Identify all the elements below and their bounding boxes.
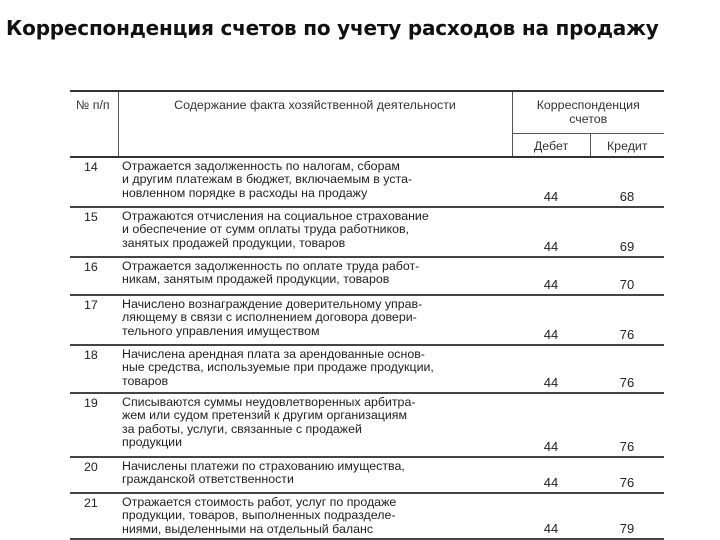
row-debit: 44 [543,189,559,204]
row-debit: 44 [543,277,559,292]
table-header [70,91,664,157]
row-description [118,157,512,207]
row-debit: 44 [543,439,559,454]
row-credit: 69 [619,239,635,254]
row-credit: 76 [619,475,635,490]
row-credit: 70 [619,277,635,292]
row-credit: 76 [619,439,635,454]
correspondence-table-container [70,90,664,540]
row-description-line: гражданской ответственности [122,472,294,487]
page-title: Корреспонденция счетов по учету расходов на продажу [6,16,659,40]
row-description-line: никам, занятым продажей продукции, товаров [122,272,390,287]
row-description-line: тельного управления имуществом [122,323,320,338]
row-description-line: занятых продажей продукции, товаров [122,235,346,250]
row-description-line: новленном порядке в расходы на продажу [122,185,368,200]
table-row [70,295,664,345]
row-number: 21 [84,496,98,510]
table-row [70,157,664,207]
table-row [70,257,664,295]
row-description-line: Начислено вознаграждение доверительному управ- [122,297,423,311]
table-row [70,345,664,393]
row-number: 17 [84,298,98,312]
table-row [70,457,664,493]
row-debit: 44 [543,475,559,490]
header-credit: Кредит [606,138,648,153]
row-number: 15 [84,210,98,224]
row-description-line: продукции, товаров, выполненных подразделе- [122,508,396,523]
row-number: 20 [84,460,98,474]
row-number: 19 [84,396,98,410]
row-description-line: и обеспечение от сумм оплаты труда работников, [122,222,410,237]
row-debit: 44 [543,375,559,390]
row-description-line: и другим платежам в бюджет, включаемым в уста- [122,172,413,187]
row-description [118,257,512,295]
row-description [118,493,512,539]
row-description-line: Начислена арендная плата за арендованные основ- [122,347,425,361]
row-description-line: за работы, услуги, связанные с продажей [122,421,362,436]
header-debit: Дебет [512,133,590,157]
row-description [118,207,512,257]
row-credit: 68 [619,189,635,204]
row-description-line: жем или судом претензий к другим организациям [122,408,407,423]
row-description-line: Отражается задолженность по оплате труда работ- [122,259,420,273]
row-description [118,345,512,393]
header-row-top [70,91,664,133]
row-description-line: ные средства, используемые при продаже продукции, [122,360,434,375]
row-number: 18 [84,348,98,362]
row-description-line: товаров [122,373,169,388]
header-correspondence-line: счетов [569,112,608,126]
row-debit: 44 [543,239,559,254]
row-description-line: ляющему в связи с исполнением договора довери- [122,310,417,325]
table-body [70,157,664,539]
row-description [118,295,512,345]
row-number: 16 [84,260,98,274]
row-description-line: продукции [122,435,183,450]
row-description-line: Отражается задолженность по налогам, сборам [122,159,400,173]
table-row [70,493,664,539]
header-correspondence [512,91,664,133]
row-description-line: Начислены платежи по страхованию имущества, [122,459,405,473]
row-credit: 76 [619,327,635,342]
row-debit: 44 [543,521,559,536]
table-row [70,207,664,257]
row-description-line: Отражаются отчисления на социальное страхование [122,209,429,223]
row-credit: 79 [619,521,635,536]
header-correspondence-line: Корреспонденция [536,98,640,112]
header-num: № п/п [70,91,118,157]
row-description-line: Списываются суммы неудовлетворенных арбитра- [122,395,416,409]
header-description: Содержание факта хозяйственной деятельности [118,91,512,157]
row-description-line: Отражается стоимость работ, услуг по продаже [122,495,397,509]
row-description-line: ниями, выделенными на отдельный баланс [122,521,374,536]
row-description [118,457,512,493]
row-number: 14 [84,160,98,174]
row-credit: 76 [619,375,635,390]
table-row [70,393,664,457]
row-description [118,393,512,457]
row-debit: 44 [543,327,559,342]
correspondence-table [70,90,664,540]
